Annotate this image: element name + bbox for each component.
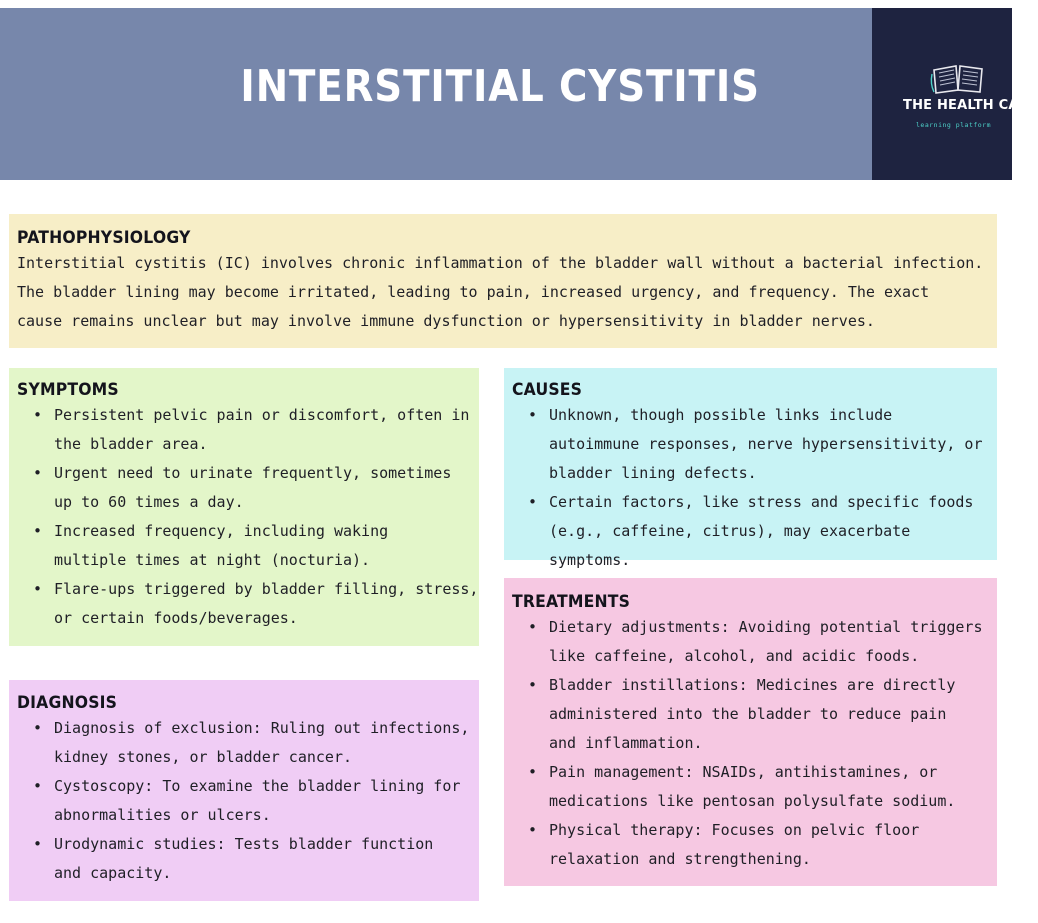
list-item	[17, 772, 479, 830]
list-item-line: Urodynamic studies: Tests bladder function	[54, 835, 434, 853]
pathophysiology-heading: PATHOPHYSIOLOGY	[17, 228, 191, 248]
list-item	[17, 575, 479, 633]
page-title-wrap	[0, 0, 1000, 172]
list-item-line: and inflammation.	[549, 734, 703, 752]
list-item	[512, 758, 997, 816]
list-item	[17, 830, 479, 888]
list-item-line: like caffeine, alcohol, and acidic foods.	[549, 647, 920, 665]
list-item-line: bladder lining defects.	[549, 464, 757, 482]
list-item-line: and capacity.	[54, 864, 172, 882]
list-item-line: or certain foods/beverages.	[54, 609, 298, 627]
list-item	[17, 714, 479, 772]
open-book-icon	[930, 60, 986, 94]
treatments-heading: TREATMENTS	[512, 592, 631, 612]
list-item-line: Unknown, though possible links include	[549, 406, 893, 424]
list-item-line: Diagnosis of exclusion: Ruling out infections,	[54, 719, 470, 737]
list-item-line: relaxation and strengthening.	[549, 850, 811, 868]
symptoms-heading: SYMPTOMS	[17, 380, 119, 400]
list-item-line: Increased frequency, including waking	[54, 522, 389, 540]
list-item	[17, 517, 479, 575]
page-title: INTERSTITIAL CYSTITIS	[240, 60, 760, 112]
treatments-list	[512, 613, 997, 874]
list-item-line: (e.g., caffeine, citrus), may exacerbate symptoms.	[549, 522, 911, 569]
list-item-line: Flare-ups triggered by bladder filling, stress,	[54, 580, 479, 598]
list-item	[512, 671, 997, 758]
logo	[872, 8, 1038, 180]
symptoms-card	[9, 368, 479, 646]
list-item-line: medications like pentosan polysulfate sodium.	[549, 792, 956, 810]
logo-name: THE HEALTH CARE	[903, 98, 1038, 113]
diagnosis-list	[17, 714, 479, 888]
diagnosis-card	[9, 680, 479, 901]
pathophysiology-text	[17, 248, 997, 336]
list-item-line: the bladder area.	[54, 435, 208, 453]
pathophysiology-card	[9, 214, 997, 348]
list-item	[512, 401, 997, 488]
causes-list	[512, 401, 997, 575]
list-item	[17, 459, 479, 517]
causes-heading: CAUSES	[512, 380, 583, 400]
treatments-card	[504, 578, 997, 886]
list-item-line: administered into the bladder to reduce pain	[549, 705, 947, 723]
symptoms-list	[17, 401, 479, 633]
pathophysiology-line: cause remains unclear but may involve immune dysfunction or hypersensitivity in bladder nerves.	[17, 312, 875, 330]
logo-tagline: learning platform	[916, 121, 992, 129]
list-item-line: up to 60 times a day.	[54, 493, 244, 511]
list-item-line: multiple times at night (nocturia).	[54, 551, 371, 569]
pathophysiology-line: Interstitial cystitis (IC) involves chronic inflammation of the bladder wall without a bacterial infection.	[17, 254, 984, 272]
list-item-line: Persistent pelvic pain or discomfort, often in	[54, 406, 470, 424]
causes-card	[504, 368, 997, 569]
diagnosis-heading: DIAGNOSIS	[17, 693, 118, 713]
list-item-line: Cystoscopy: To examine the bladder lining for	[54, 777, 461, 795]
list-item-line: autoimmune responses, nerve hypersensitivity, or	[549, 435, 983, 453]
list-item-line: Physical therapy: Focuses on pelvic floor	[549, 821, 920, 839]
list-item-line: Dietary adjustments: Avoiding potential triggers	[549, 618, 983, 636]
list-item-line: Urgent need to urinate frequently, sometimes	[54, 464, 452, 482]
list-item	[17, 401, 479, 459]
list-item-line: kidney stones, or bladder cancer.	[54, 748, 353, 766]
list-item	[512, 488, 997, 575]
list-item-line: Certain factors, like stress and specific foods	[549, 493, 974, 511]
pathophysiology-line: The bladder lining may become irritated, leading to pain, increased urgency, and frequency. The exact	[17, 283, 930, 301]
list-item-line: abnormalities or ulcers.	[54, 806, 271, 824]
list-item-line: Pain management: NSAIDs, antihistamines, or	[549, 763, 938, 781]
list-item	[512, 816, 997, 874]
list-item-line: Bladder instillations: Medicines are directly	[549, 676, 956, 694]
list-item	[512, 613, 997, 671]
